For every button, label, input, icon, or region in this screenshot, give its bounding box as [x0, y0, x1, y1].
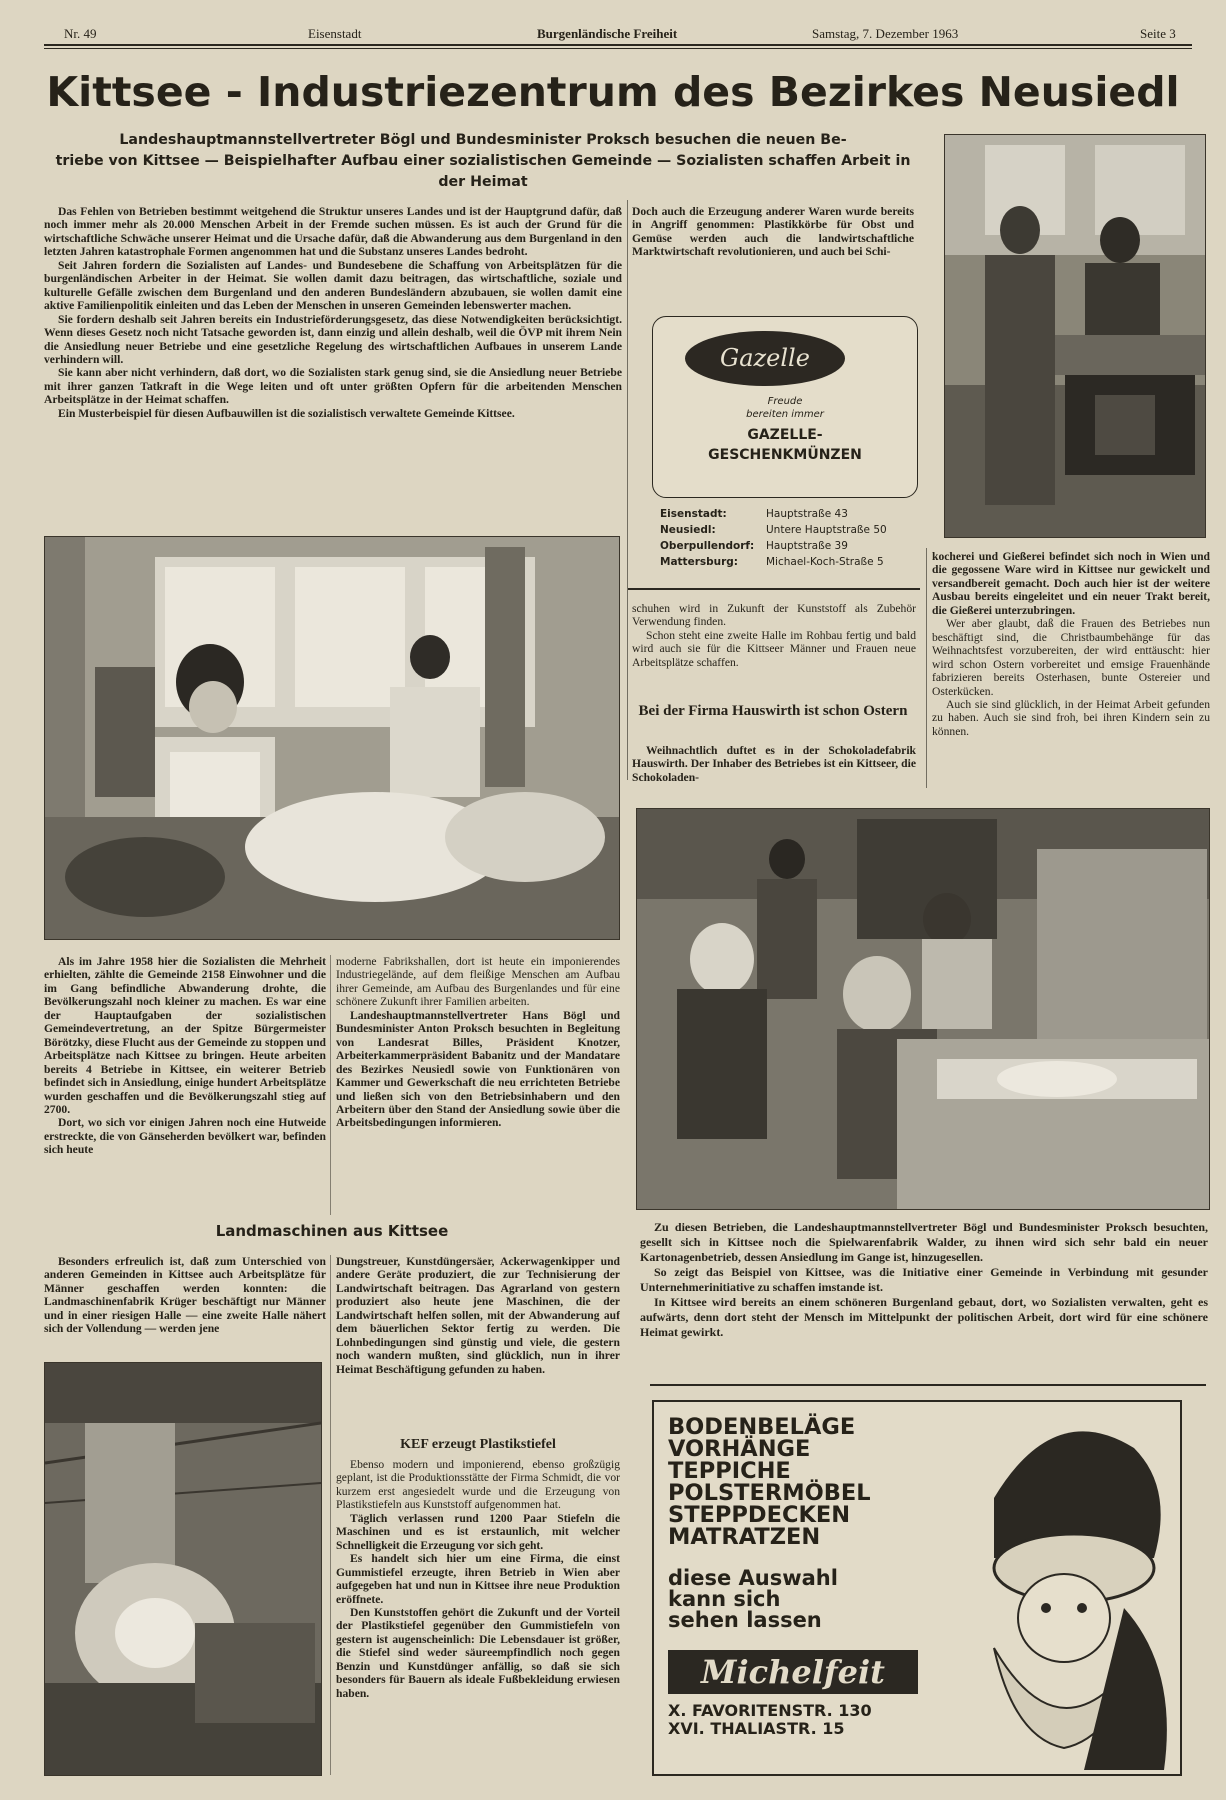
- ad-product: MATRATZEN: [668, 1524, 821, 1550]
- ad-michelfeit: [652, 1400, 1182, 1776]
- text-paragraph: Landeshauptmannstellvertreter Hans Bögl und Bundesminister Anton Proksch besuchten in Begleitung von Landesrat Billes, Präsident Knotzer, Arbeiterkammerpräsident Babanitz und der Mandatare des Bezirkes Neusiedl sowie von Funktionären von Kammer und Gewerkschaft die neu errichteten Betriebe und ließen sich von den Betriebsinhabern und den Arbeitern über den Stand der Ansiedlung sowie über die Arbeitsbedingungen informieren.: [336, 1008, 620, 1130]
- headline: Kittsee - Industriezentrum des Bezirkes Neusiedl: [46, 68, 1180, 116]
- column-rule: [330, 1255, 331, 1775]
- address-city: Eisenstadt:: [660, 508, 727, 520]
- address-row: [660, 522, 930, 538]
- ad-slogan-line: kann sich: [668, 1587, 781, 1611]
- column-rule: [330, 955, 331, 1215]
- text-paragraph: Ebenso modern und imponierend, ebenso großzügig geplant, ist die Produktionsstätte der Firma Schmidt, die vor kurzem erst angesiedelt wurde und die Erzeugung von Plastikstiefeln aus Kunststoff aufgenommen hat.: [336, 1458, 620, 1512]
- text-paragraph: Dort, wo sich vor einigen Jahren noch eine Hutweide erstreckte, die von Gänseherden bevölkert war, befinden sich heute: [44, 1116, 326, 1157]
- photo-factory-hall: [44, 1362, 322, 1776]
- text-paragraph: kocherei und Gießerei befindet sich noch in Wien und die gegossene Ware wird in Kittsee nur gewickelt und versandbereit gemacht. Doch auch hier ist der weitere Ausbau bereits eingeleitet und ein neuer Trakt bereit, die Gießerei unterzubringen.: [932, 550, 1210, 617]
- ad-gazelle-product: [653, 425, 917, 465]
- ad-product: BODENBELÄGE: [668, 1414, 856, 1440]
- address-street: Hauptstraße 43: [766, 508, 848, 520]
- intro-paragraph: Seit Jahren fordern die Sozialisten auf Landes- und Bundesebene die Schaffung von Arbeitsplätzen für die burgenländischen Arbeiter in der Heimat. Sie wollen damit dazu beitragen, das wirtschaftliche, soziale und kulturelle Gefälle zwischen dem Burgenland und den anderen Bundesländern abzubauen, sie wollen damit eine aktive Familienpolitik einleiten und das Leben der Menschen in unseren Gemeinden lebenswerter machen.: [44, 258, 622, 313]
- address-row: [660, 554, 930, 570]
- text-paragraph: moderne Fabrikshallen, dort ist heute ein imponierendes Industriegelände, auf dem fleißige Menschen am Aufbau ihrer Gemeinde, am Aufbau des Burgenlandes und für eine schönere Zukunft ihrer Familien arbeiten.: [336, 955, 620, 1009]
- text-paragraph: Den Kunststoffen gehört die Zukunft und der Vorteil der Plastikstiefel gegenüber den Gummistiefeln von gestern ist augenscheinlich: Die Lebensdauer ist größer, die Stiefel sind weder säureempfindlich noch gegen Benzin und Kunstdünger anfällig, so daß sie sich besonders für Bauern als ideale Fußbekleidung erwiesen haben.: [336, 1605, 620, 1700]
- address-city: Neusiedl:: [660, 524, 716, 536]
- col4-text: [932, 550, 1210, 788]
- issue-number: Nr. 49: [64, 26, 97, 41]
- issue-date: Samstag, 7. Dezember 1963: [812, 26, 959, 41]
- photo-women-flowers: [44, 536, 620, 940]
- header-rule: [44, 44, 1192, 46]
- address-city: Mattersburg:: [660, 556, 739, 568]
- gazelle-logo: [685, 331, 845, 386]
- text-paragraph: Es handelt sich hier um eine Firma, die einst Gummistiefel erzeugte, ihren Betrieb in Wien aber aufgegeben hat und nun in Kittsee ihre neue Produktion eröffnete.: [336, 1552, 620, 1606]
- ad-line: bereiten immer: [746, 409, 824, 420]
- intro-paragraph: Ein Musterbeispiel für diesen Aufbauwillen ist die sozialistisch verwaltete Gemeinde Kittsee.: [58, 406, 515, 420]
- col3-top-text: [632, 205, 914, 275]
- michelfeit-logo: [668, 1650, 918, 1694]
- ad-line: GAZELLE-: [747, 427, 823, 443]
- section-rule: [650, 1384, 1206, 1386]
- text-paragraph: Auch sie sind glücklich, in der Heimat Arbeit gefunden zu haben. Auch sie sind froh, bei ihren Kindern sein zu können.: [932, 697, 1210, 738]
- text-paragraph: Als im Jahre 1958 hier die Sozialisten die Mehrheit erhielten, zählte die Gemeinde 2158 Einwohner und die im Gang befindliche Abwanderung drohte, die Bevölkerungszahl noch kleiner zu machen. Es war eine der Hauptaufgaben der sozialistischen Gemeindevertretung, an der Spitze Bürgermeister Börötzky, diese Flucht aus der Gemeinde zu stoppen und Arbeitsplätze nach Kittsee zu bringen. Heute arbeiten bereits 4 Betriebe in Kittsee, ein weiterer Betrieb befindet sich in Ansiedlung, einige hundert Arbeitsplätze wurden geschaffen und die Bevölkerungszahl stieg auf 2700.: [44, 955, 326, 1116]
- gazelle-brand: Gazelle: [720, 344, 810, 372]
- intro-paragraph: Sie kann aber nicht verhindern, daß dort, wo die Sozialisten stark genug sind, sie die Ansiedlung neuer Betriebe mit ihrer ganzen Tatkraft in die Wege leiten und oft unter größten Opfern für die arbeitenden Menschen Arbeitsplätze in der Heimat schaffen.: [44, 366, 622, 407]
- subheadline: [44, 130, 922, 193]
- col3-mid-text: [632, 602, 916, 680]
- address-city: Oberpullendorf:: [660, 540, 755, 552]
- newspaper-name: Burgenländische Freiheit: [537, 26, 678, 41]
- header-rule-thin: [44, 48, 1192, 49]
- page-number: Seite 3: [1140, 26, 1176, 41]
- ad-gazelle-addresses: [660, 506, 930, 570]
- ad-gazelle: [652, 316, 918, 498]
- text-paragraph: Besonders erfreulich ist, daß zum Unterschied von anderen Gemeinden in Kittsee auch Arbeitsplätze für Männer geschaffen werden konnten: die Landmaschinenfabrik Krüger beschäftigt nur Männer und in einer riesigen Halle — eine zweite Halle nähert sich der Vollendung — werden jene: [44, 1255, 326, 1336]
- place: Eisenstadt: [308, 26, 362, 41]
- ad-slogan-line: sehen lassen: [668, 1608, 822, 1632]
- heading-hauswirth: Bei der Firma Hauswirth ist schon Ostern: [638, 703, 908, 719]
- ad-line: GESCHENKMÜNZEN: [708, 447, 862, 463]
- ad-product: STEPPDECKEN: [668, 1502, 851, 1528]
- text-paragraph: Schon steht eine zweite Halle im Rohbau fertig und bald wird auch sie für die Kittseer Männer und Frauen neue Arbeitsplätze schaffen.: [632, 628, 916, 669]
- text-paragraph: schuhen wird in Zukunft der Kunststoff als Zubehör Verwendung finden.: [632, 602, 916, 629]
- subheadline-line-2: triebe von Kittsee — Beispielhafter Aufbau einer sozialistischen Gemeinde — Sozialisten schaffen Arbeit in der Heimat: [55, 153, 911, 190]
- col2-kef-text: [336, 1458, 620, 1776]
- address-street: Hauptstraße 39: [766, 540, 848, 552]
- col3-hauswirth-text: [632, 744, 916, 786]
- text-paragraph: In Kittsee wird bereits an einem schöneren Burgenland gebaut, dort, wo Sozialisten verwalten, geht es aufwärts, denn dort steht der Mensch im Mittelpunkt der politischen Arbeit, dort wird für eine schönere Heimat gewirkt.: [640, 1295, 1208, 1339]
- address-row: [660, 506, 930, 522]
- text-paragraph: Weihnachtlich duftet es in der Schokoladefabrik Hauswirth. Der Inhaber des Betriebes ist ein Kittseer, die Schokoladen-: [632, 744, 916, 784]
- bottom-right-text: [640, 1220, 1208, 1380]
- intro-paragraph: Sie fordern deshalb seit Jahren bereits ein Industrieförderungsgesetz, das diese Notwendigkeiten berücksichtigt. Wenn dieses Gesetz noch nicht Tatsache geworden ist, dann einzig und allein deshalb, weil die ÖVP mit ihrem Nein die Ansiedlung neuer Betriebe und eine gesetzliche Regelung des wirtschaftlichen Aufbaues in unserem Lande verhindern will.: [44, 312, 622, 366]
- photo-chocolate-factory: [636, 808, 1210, 1210]
- col1-low-text: [44, 1255, 326, 1349]
- subheadline-line-1: Landeshauptmannstellvertreter Bögl und Bundesminister Proksch besuchen die neuen Be-: [119, 132, 847, 148]
- ad-rule: [628, 588, 920, 590]
- ad-address: X. FAVORITENSTR. 130: [668, 1701, 872, 1720]
- text-paragraph: Doch auch die Erzeugung anderer Waren wurde bereits in Angriff genommen: Plastikkörbe für Obst und Gemüse werden auch die landwirtschaftliche Marktwirtschaft revolutionieren, und auch bei Schi-: [632, 205, 914, 259]
- text-paragraph: Zu diesen Betrieben, die Landeshauptmannstellvertreter Bögl und Bundesminister Proksch besuchten, gesellt sich in Kittsee noch die Spielwarenfabrik Walder, zu ihnen wird sich sehr bald ein neuer Kartonagenbetrieb, dessen Ansiedlung im Gange ist, hinzugesellen.: [640, 1220, 1208, 1264]
- text-paragraph: Wer aber glaubt, daß die Frauen des Betriebes nun beschäftigt sind, die Christbaumbehänge für das Weihnachtsfest vorzubereiten, der wird enttäuscht: hier wird schon Ostern vorbereitet und emsige Frauenhände fabrizieren bereits Osterhasen, bunte Ostereier und Osterkücken.: [932, 617, 1210, 698]
- address-street: Michael-Koch-Straße 5: [766, 556, 884, 568]
- address-street: Untere Hauptstraße 50: [766, 524, 887, 536]
- text-paragraph: So zeigt das Beispiel von Kittsee, was die Initiative einer Gemeinde in Verbindung mit gesunder Unternehmerinitiative zu schaffen imstande ist.: [640, 1265, 1208, 1294]
- col2-mid-text: [336, 955, 620, 1213]
- michelfeit-brand: Michelfeit: [701, 1653, 885, 1691]
- ad-slogan: [668, 1568, 838, 1631]
- column-rule: [926, 548, 927, 788]
- heading-kef: KEF erzeugt Plastikstiefel: [400, 1437, 556, 1452]
- photo-workers-machine: [944, 134, 1206, 538]
- col1-mid-text: [44, 955, 326, 1213]
- ad-product: VORHÄNGE: [668, 1436, 811, 1462]
- ad-product: TEPPICHE: [668, 1458, 791, 1484]
- ad-address: XVI. THALIASTR. 15: [668, 1719, 845, 1738]
- ad-michelfeit-addresses: [668, 1702, 872, 1738]
- address-row: [660, 538, 930, 554]
- ad-product-list: [668, 1416, 871, 1548]
- ad-slogan-line: diese Auswahl: [668, 1566, 838, 1590]
- ad-product: POLSTERMÖBEL: [668, 1480, 871, 1506]
- text-paragraph: Dungstreuer, Kunstdüngersäer, Ackerwagenkipper und andere Geräte produziert, die zur Technisierung der Landwirtschaft beitragen. Das Agrarland von gestern produziert also heute jene Maschinen, die der Landwirtschaft helfen sollen, mit der Abwanderung auf dem bäuerlichen Sektor fertig zu werden. Die Lohnbedingungen sind günstig und viele, die gestern noch wandern mußten, sind glücklich, nun in ihrer Heimat Beschäftigung gefunden zu haben.: [336, 1255, 620, 1376]
- heading-landmaschinen: Landmaschinen aus Kittsee: [215, 1222, 449, 1240]
- column-rule: [627, 200, 628, 780]
- ad-line: Freude: [767, 396, 803, 407]
- ad-gazelle-tagline: [653, 395, 917, 421]
- text-paragraph: Täglich verlassen rund 1200 Paar Stiefeln die Maschinen und es ist erstaunlich, mit welcher Schnelligkeit die Erzeugung vor sich geht.: [336, 1511, 620, 1552]
- col2-low-text: [336, 1255, 620, 1427]
- intro-paragraph: Das Fehlen von Betrieben bestimmt weitgehend die Struktur unseres Landes und ist der Hauptgrund dafür, daß noch immer mehr als 20.000 Menschen Arbeit in der Fremde suchen müssen. Es ist auch der Grund für die wirtschaftliche Schwäche unserer Heimat und die Ursache dafür, daß die Abwanderung aus dem Burgenland in den letzten Jahren katastrophale Formen angenommen hat und die Substanz unseres Landes bedroht.: [44, 205, 622, 259]
- intro-article: [44, 205, 622, 523]
- santa-illustration: [934, 1408, 1178, 1770]
